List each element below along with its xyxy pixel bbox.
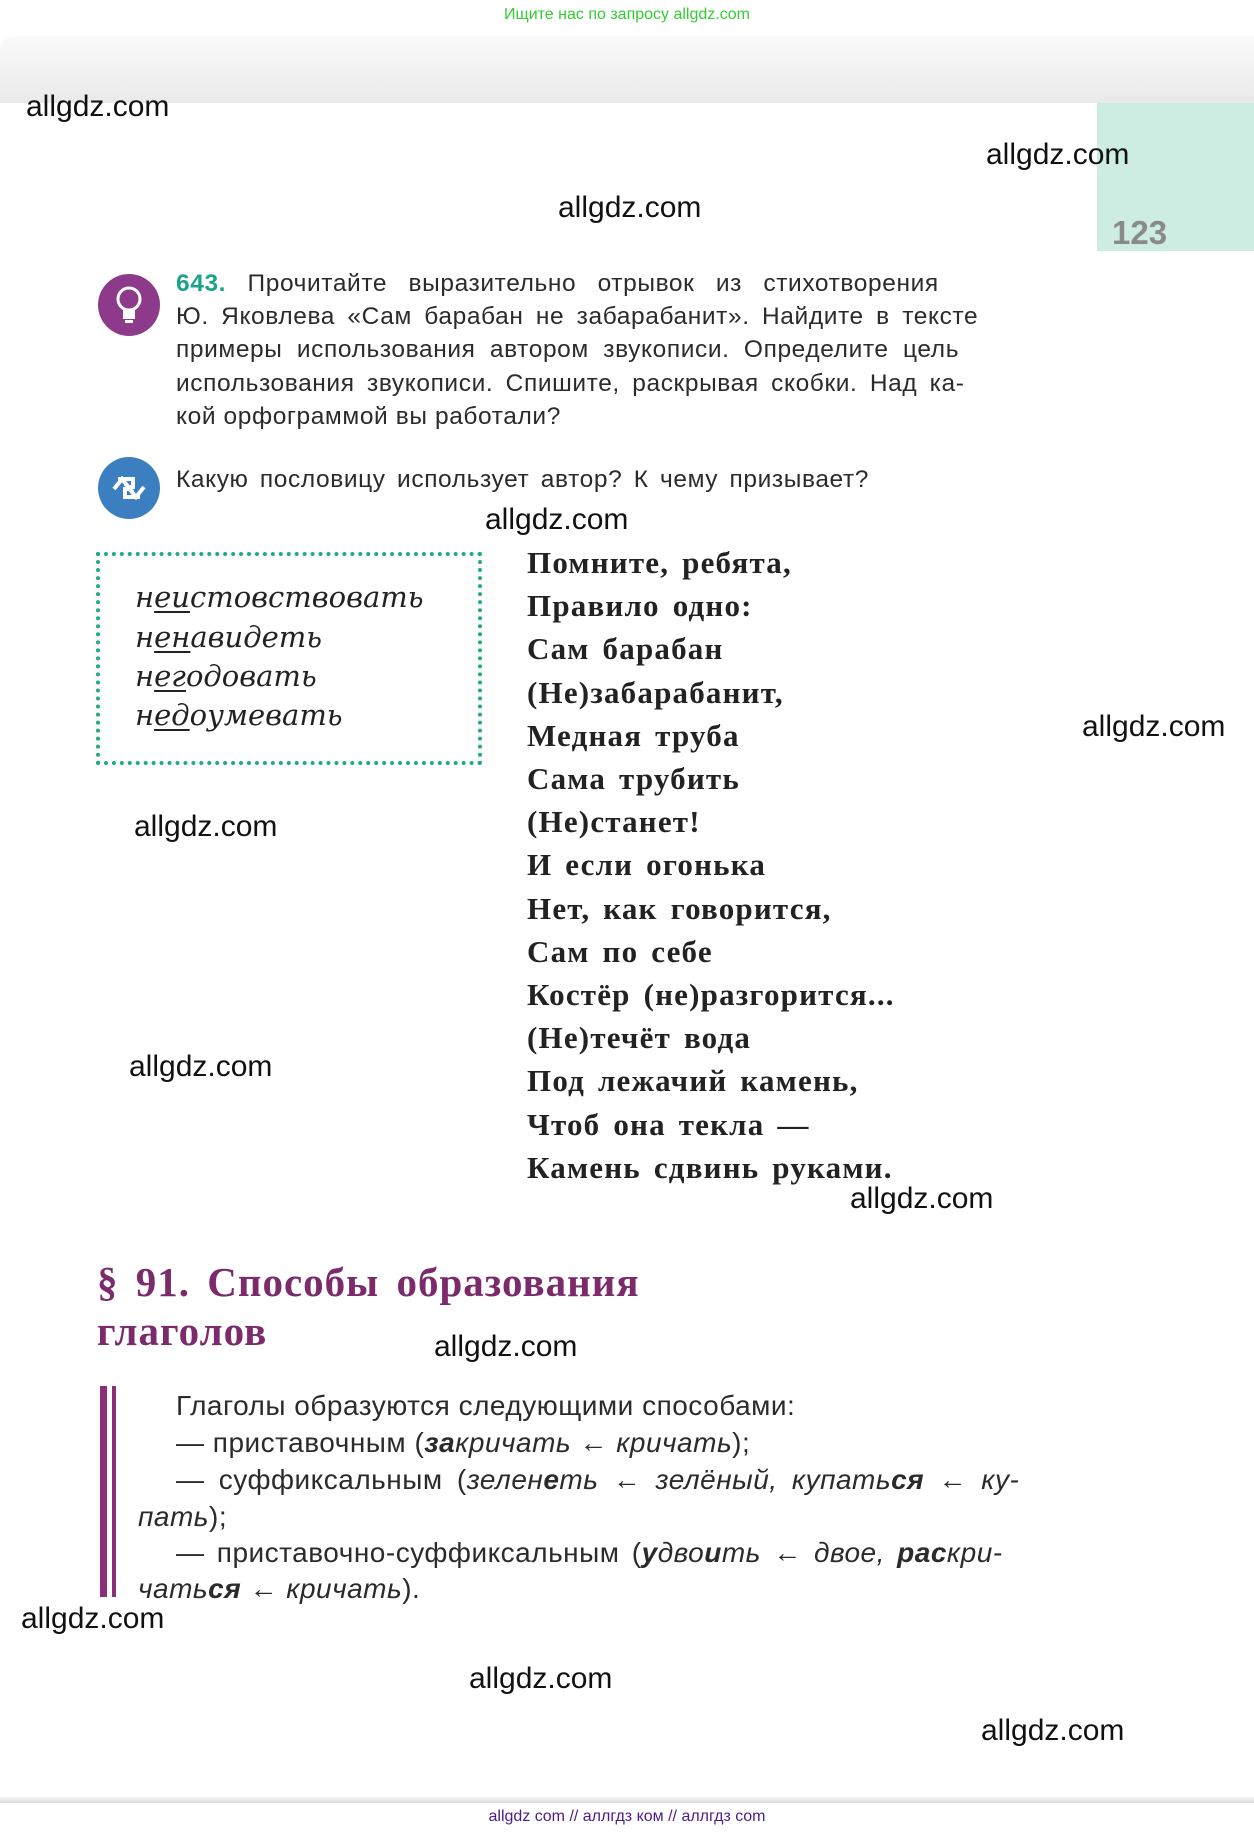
rule-line: пать); [138, 1501, 228, 1532]
watermark: allgdz.com [434, 1330, 578, 1363]
poem-line: Камень сдвинь руками. [527, 1149, 893, 1185]
rule-line: — приставочно-суффиксальным (удвоить ← двое, раскри- [176, 1537, 1003, 1568]
page-bottom-edge [0, 1797, 1254, 1803]
vocab-word: неистовствовать [135, 580, 424, 614]
rule-intro: Глаголы образуются следующими способами: [176, 1390, 796, 1421]
top-banner: Ищите нас по запросу allgdz.com [504, 6, 750, 23]
watermark: allgdz.com [26, 90, 170, 123]
rule-line: — суффиксальным (зеленеть ← зелёный, купаться ← ку- [176, 1464, 1020, 1495]
poem-line: Нет, как говорится, [527, 890, 832, 926]
watermark: allgdz.com [485, 503, 629, 536]
task-line-5: кой орфограммой вы работали? [176, 403, 561, 430]
vocab-word: ненавидеть [135, 620, 323, 654]
watermark: allgdz.com [850, 1182, 994, 1215]
task-number: 643. [176, 270, 227, 297]
rule-bar-thin [112, 1386, 116, 1597]
section-title: § 91. Способы образования [97, 1259, 640, 1305]
watermark: allgdz.com [129, 1050, 273, 1083]
section-title-cont: глаголов [97, 1308, 268, 1354]
rule-line: чаться ← кричать). [138, 1573, 421, 1604]
task-question: Какую пословицу использует автор? К чему призывает? [176, 466, 869, 493]
page-number: 123 [1112, 214, 1168, 251]
rule-line: — приставочным (закричать ← кричать); [176, 1427, 751, 1458]
poem-line: И если огонька [527, 847, 767, 883]
rule-bar [100, 1386, 107, 1597]
poem-line: Костёр (не)разгорится... [527, 977, 895, 1012]
watermark: allgdz.com [986, 138, 1130, 171]
watermark: allgdz.com [469, 1662, 613, 1695]
task-line-4: использования звукописи. Спишите, раскрывая скобки. Над ка- [176, 370, 965, 397]
watermark: allgdz.com [134, 810, 278, 843]
vocab-word: недоумевать [135, 698, 343, 732]
poem-line: (Не)течёт вода [527, 1020, 752, 1056]
repeat-arrows-icon [98, 457, 160, 519]
watermark: allgdz.com [1082, 710, 1226, 743]
task-line-1 [176, 270, 939, 298]
watermark: allgdz.com [21, 1602, 165, 1635]
poem-line: Помните, ребята, [527, 545, 792, 580]
task-line-2: Ю. Яковлева «Сам барабан не забарабанит». Найдите в тексте [176, 303, 979, 330]
poem-line: Медная труба [527, 717, 740, 753]
page-corner-tab-lower [1188, 214, 1254, 251]
watermark: allgdz.com [981, 1714, 1125, 1747]
vocab-word: негодовать [135, 659, 317, 693]
footer-text: allgdz com // аллгдз ком // аллгдз com [488, 1808, 766, 1825]
poem-line: Сам барабан [527, 631, 724, 667]
poem-line: Сам по себе [527, 933, 713, 969]
watermark: allgdz.com [558, 191, 702, 224]
task-text: Прочитайте выразительно отрывок из стихотворения [247, 270, 939, 297]
lightbulb-icon [98, 274, 160, 336]
task-line-3: примеры использования автором звукописи. Определите цель [176, 336, 960, 363]
poem-line: Правило одно: [527, 588, 753, 624]
page-top-edge [0, 36, 1254, 106]
poem-line: (Не)станет! [527, 804, 701, 840]
poem-line: (Не)забарабанит, [527, 674, 784, 710]
poem-line: Под лежачий камень, [527, 1063, 859, 1099]
poem-line: Чтоб она текла — [527, 1106, 810, 1142]
poem-line: Сама трубить [527, 761, 740, 796]
